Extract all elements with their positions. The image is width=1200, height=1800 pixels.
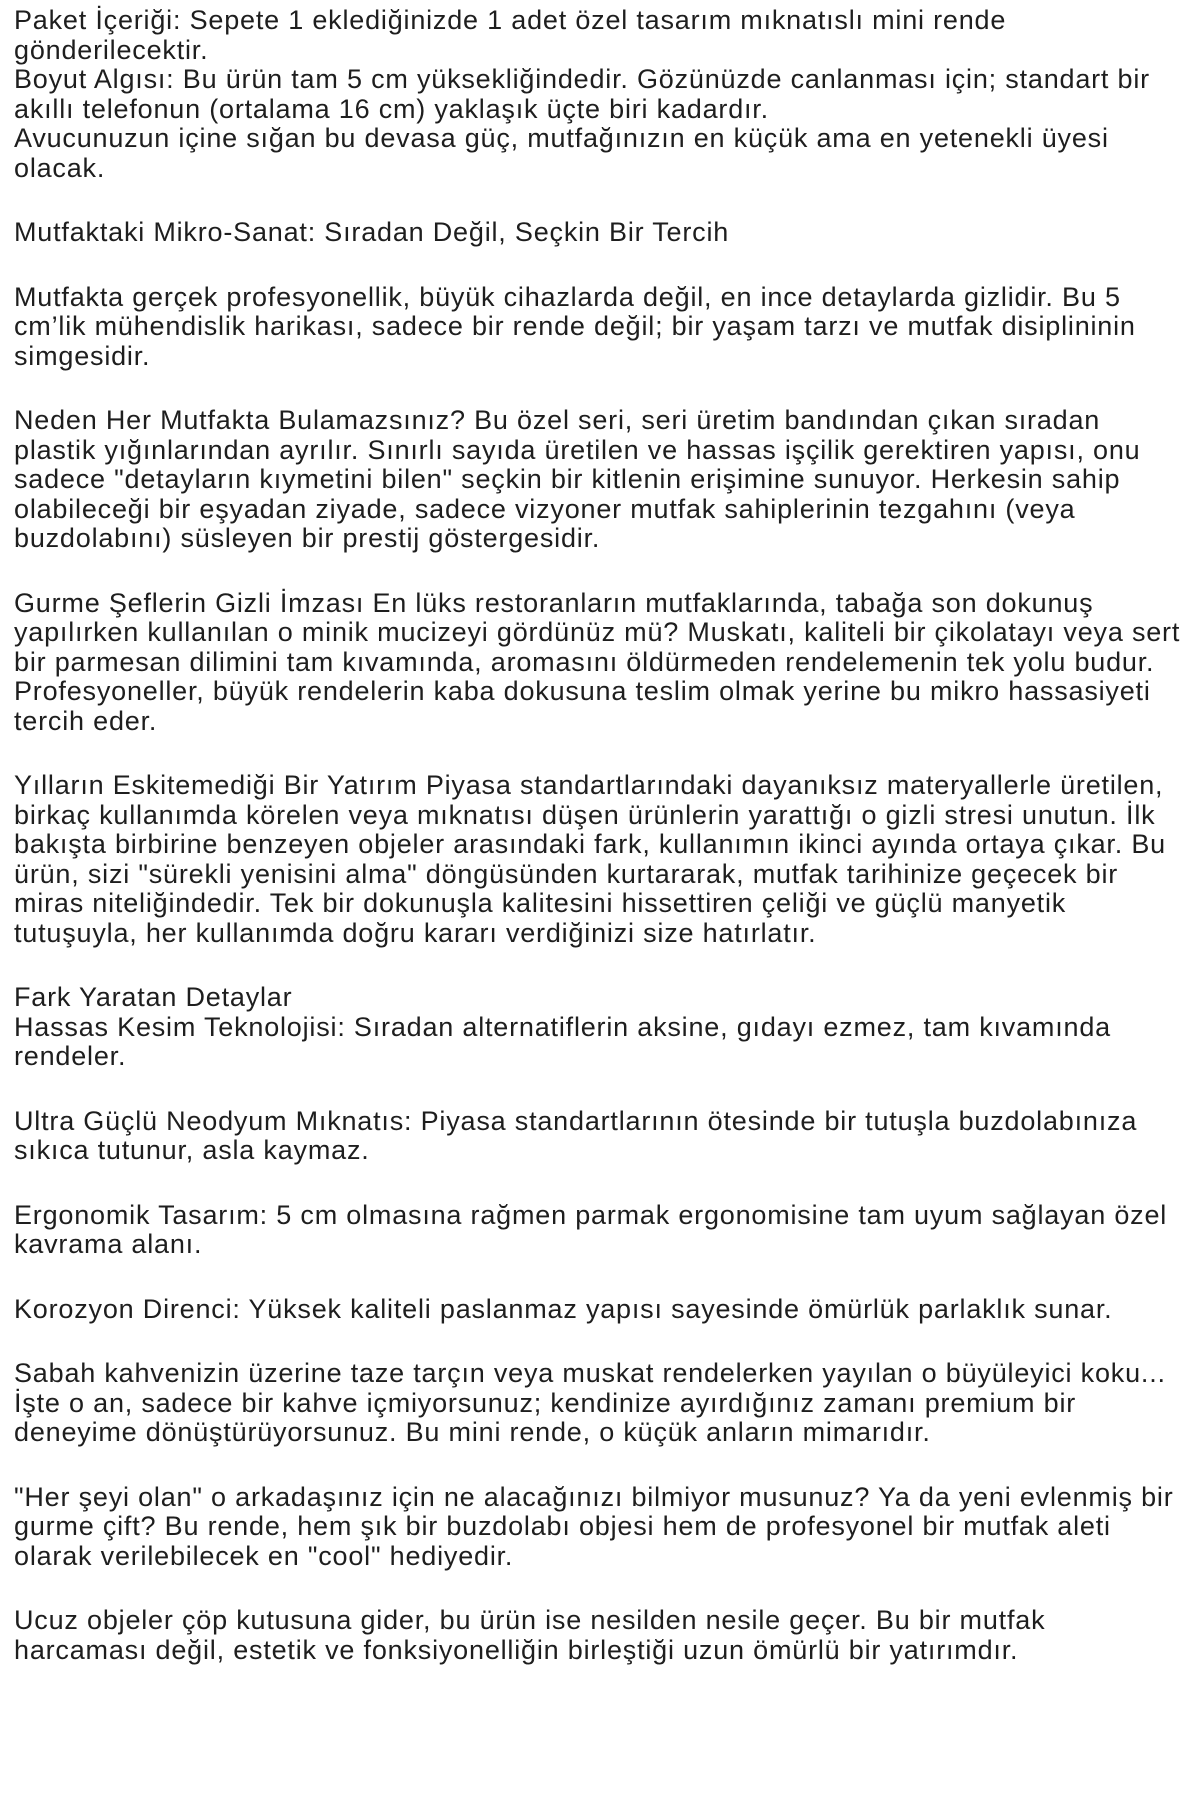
ergonomic-design-paragraph: [14, 1201, 1186, 1260]
size-perception-line: Boyut Algısı: Bu ürün tam 5 cm yüksekliğindedir. Gözünüzde canlanması için; standart bir akıllı telefonun (ortalama 16 cm) yaklaşık üçte biri kadardır.: [14, 64, 1150, 124]
gourmet-chefs-paragraph: [14, 589, 1186, 737]
professionalism-text: Mutfakta gerçek profesyonellik, büyük cihazlarda değil, en ince detaylarda gizlidir. Bu 5 cm’lik mühendislik harikası, sadece bir rende değil; bir yaşam tarzı ve mutfak disiplininin simgesidir.: [14, 281, 1136, 371]
long-term-investment-paragraph: [14, 1606, 1186, 1665]
neodymium-magnet-paragraph: [14, 1107, 1186, 1166]
section-heading-micro-art-text: Mutfaktaki Mikro-Sanat: Sıradan Değil, Seçkin Bir Tercih: [14, 217, 730, 247]
exclusivity-text: Neden Her Mutfakta Bulamazsınız? Bu özel seri, seri üretim bandından çıkan sıradan plastik yığınlarından ayrılır. Sınırlı sayıda üretilen ve hassas işçilik gerektiren yapısı, onu sadece "detayların kıymetini bilen" seçkin bir kitlenin erişimine sunuyor. Herkesin sahip olabileceği bir eşyadan ziyade, sadece vizyoner mutfak sahiplerinin tezgahını (veya buzdolabını) süsleyen bir prestij göstergesidir.: [14, 405, 1141, 553]
ergonomic-design-text: Ergonomik Tasarım: 5 cm olmasına rağmen parmak ergonomisine tam uyum sağlayan özel kavrama alanı.: [14, 1199, 1168, 1259]
durable-investment-paragraph: [14, 771, 1186, 948]
details-block: [14, 983, 1186, 1072]
durable-investment-text: Yılların Eskitemediği Bir Yatırım Piyasa standartlarındaki dayanıksız materyallerle üretilen, birkaç kullanımda körelen veya mıknatısı düşen ürünlerin yarattığı o gizli stresi unutun. İlk bakışta birbirine benzeyen objeler arasındaki fark, kullanımın ikinci ayında ortaya çıkar. Bu ürün, sizi "sürekli yenisini alma" döngüsünden kurtararak, mutfak tarihinize geçecek bir miras niteliğindedir. Tek bir dokunuşla kalitesini hissettiren çeliği ve güçlü manyetik tutuşuyla, her kullanımda doğru kararı verdiğinizi size hatırlatır.: [14, 770, 1166, 948]
gift-idea-text: "Her şeyi olan" o arkadaşınız için ne alacağınızı bilmiyor musunuz? Ya da yeni evlenmiş bir gurme çift? Bu rende, hem şık bir buzdolabı objesi hem de profesyonel bir mutfak aleti olarak verilebilecek en "cool" hediyedir.: [14, 1481, 1174, 1571]
gift-idea-paragraph: [14, 1483, 1186, 1572]
section-heading-micro-art: [14, 218, 1186, 248]
precision-cutting-line: Hassas Kesim Teknolojisi: Sıradan alternatiflerin aksine, gıdayı ezmez, tam kıvamında rendeler.: [14, 1011, 1111, 1071]
morning-coffee-paragraph: [14, 1359, 1186, 1448]
section-heading-details: Fark Yaratan Detaylar: [14, 982, 293, 1012]
long-term-investment-text: Ucuz objeler çöp kutusuna gider, bu ürün ise nesilden nesile geçer. Bu bir mutfak harcaması değil, estetik ve fonksiyonelliğin birleştiği uzun ömürlü bir yatırımdır.: [14, 1605, 1046, 1665]
corrosion-resistance-text: Korozyon Direnci: Yüksek kaliteli paslanmaz yapısı sayesinde ömürlük parlaklık sunar.: [14, 1293, 1113, 1324]
corrosion-resistance-paragraph: [14, 1295, 1186, 1325]
professionalism-paragraph: [14, 283, 1186, 372]
gourmet-chefs-text: Gurme Şeflerin Gizli İmzası En lüks restoranların mutfaklarında, tabağa son dokunuş yapılırken kullanılan o minik mucizeyi gördünüz mü? Muskatı, kaliteli bir çikolatayı veya sert bir parmesan dilimini tam kıvamında, aromasını öldürmeden rendelemenin tek yolu budur. Profesyoneller, büyük rendelerin kaba dokusuna teslim olmak yerine bu mikro hassasiyeti tercih eder.: [14, 587, 1181, 736]
package-contents-line: Paket İçeriği: Sepete 1 eklediğinizde 1 adet özel tasarım mıknatıslı mini rende gönderilecektir.: [14, 5, 1007, 65]
morning-coffee-text: Sabah kahvenizin üzerine taze tarçın veya muskat rendelerken yayılan o büyüleyici koku... İşte o an, sadece bir kahve içmiyorsunuz; kendinize ayırdığınız zamanı premium bir deneyime dönüştürüyorsunuz. Bu mini rende, o küçük anların mimarıdır.: [14, 1358, 1166, 1447]
exclusivity-paragraph: [14, 406, 1186, 554]
neodymium-magnet-text: Ultra Güçlü Neodyum Mıknatıs: Piyasa standartlarının ötesinde bir tutuşla buzdolabınıza sıkıca tutunur, asla kaymaz.: [14, 1105, 1138, 1165]
palm-size-line: Avucunuzun içine sığan bu devasa güç, mutfağınızın en küçük ama en yetenekli üyesi olacak.: [14, 123, 1109, 183]
package-contents-block: [14, 6, 1186, 183]
